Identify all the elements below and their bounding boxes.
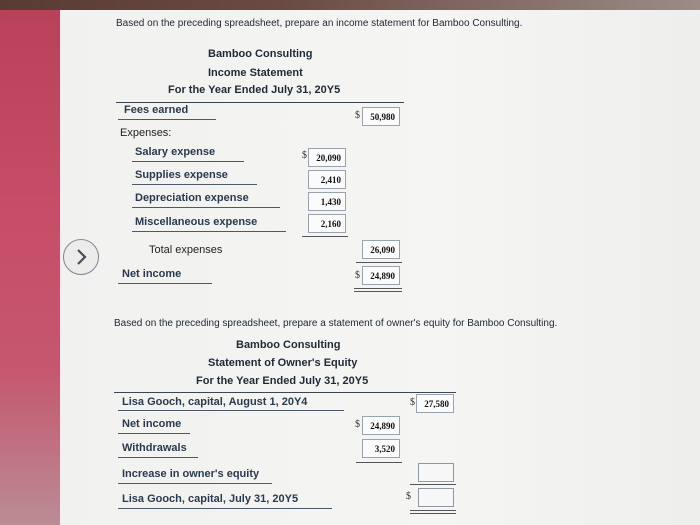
fees-earned-amount[interactable]: 50,980: [362, 107, 400, 126]
currency-symbol: $: [355, 419, 360, 430]
currency-symbol: $: [355, 270, 360, 281]
expense-label-depreciation[interactable]: Depreciation expense: [135, 192, 249, 204]
chevron-right-icon: [73, 248, 91, 266]
net-income-label[interactable]: Net income: [122, 268, 182, 280]
header-rule: [114, 392, 456, 393]
total-expenses-label: Total expenses: [149, 244, 223, 256]
expense-amount-miscellaneous[interactable]: 2,160: [308, 214, 346, 233]
expense-label-salary[interactable]: Salary expense: [135, 146, 216, 158]
top-edge: [0, 0, 700, 10]
total-expenses-amount[interactable]: 26,090: [362, 240, 400, 259]
expense-amount-depreciation[interactable]: 1,430: [308, 192, 346, 211]
net-income-amount[interactable]: 24,890: [362, 266, 400, 285]
income-period: For the Year Ended July 31, 20Y5: [168, 84, 341, 96]
increase-equity-amount[interactable]: [418, 463, 454, 482]
currency-symbol: $: [410, 397, 415, 408]
withdrawals-label[interactable]: Withdrawals: [122, 442, 187, 454]
income-statement-question: Based on the preceding spreadsheet, prepare an income statement for Bamboo Consulting.: [116, 18, 523, 29]
left-edge: [0, 10, 60, 525]
expense-amount-salary[interactable]: 20,090: [308, 148, 346, 167]
income-company-name: Bamboo Consulting: [208, 48, 313, 60]
equity-company-name: Bamboo Consulting: [236, 339, 341, 351]
equity-period: For the Year Ended July 31, 20Y5: [196, 375, 369, 387]
double-underline: [410, 510, 456, 514]
capital-begin-label[interactable]: Lisa Gooch, capital, August 1, 20Y4: [122, 396, 308, 408]
capital-end-label[interactable]: Lisa Gooch, capital, July 31, 20Y5: [122, 493, 299, 505]
header-rule: [116, 102, 404, 103]
currency-symbol: $: [355, 110, 360, 121]
capital-end-amount[interactable]: [418, 488, 454, 507]
owners-equity-question: Based on the preceding spreadsheet, prepare a statement of owner's equity for Bamboo Consulting.: [114, 318, 558, 329]
equity-net-income-amount[interactable]: 24,890: [362, 416, 400, 435]
expense-label-miscellaneous[interactable]: Miscellaneous expense: [135, 216, 258, 228]
double-underline: [354, 288, 402, 292]
fees-earned-label[interactable]: Fees earned: [124, 104, 189, 116]
expand-nav-button[interactable]: [63, 239, 99, 275]
increase-equity-label[interactable]: Increase in owner's equity: [122, 468, 260, 480]
expense-label-supplies[interactable]: Supplies expense: [135, 169, 228, 181]
currency-symbol: $: [406, 491, 411, 502]
currency-symbol: $: [302, 150, 307, 161]
income-statement-title: Income Statement: [208, 67, 303, 79]
equity-net-income-label[interactable]: Net income: [122, 418, 182, 430]
equity-statement-title: Statement of Owner's Equity: [208, 357, 358, 369]
expenses-heading: Expenses:: [120, 127, 172, 139]
expense-amount-supplies[interactable]: 2,410: [308, 170, 346, 189]
withdrawals-amount[interactable]: 3,520: [362, 439, 400, 458]
capital-begin-amount[interactable]: 27,580: [416, 394, 454, 413]
